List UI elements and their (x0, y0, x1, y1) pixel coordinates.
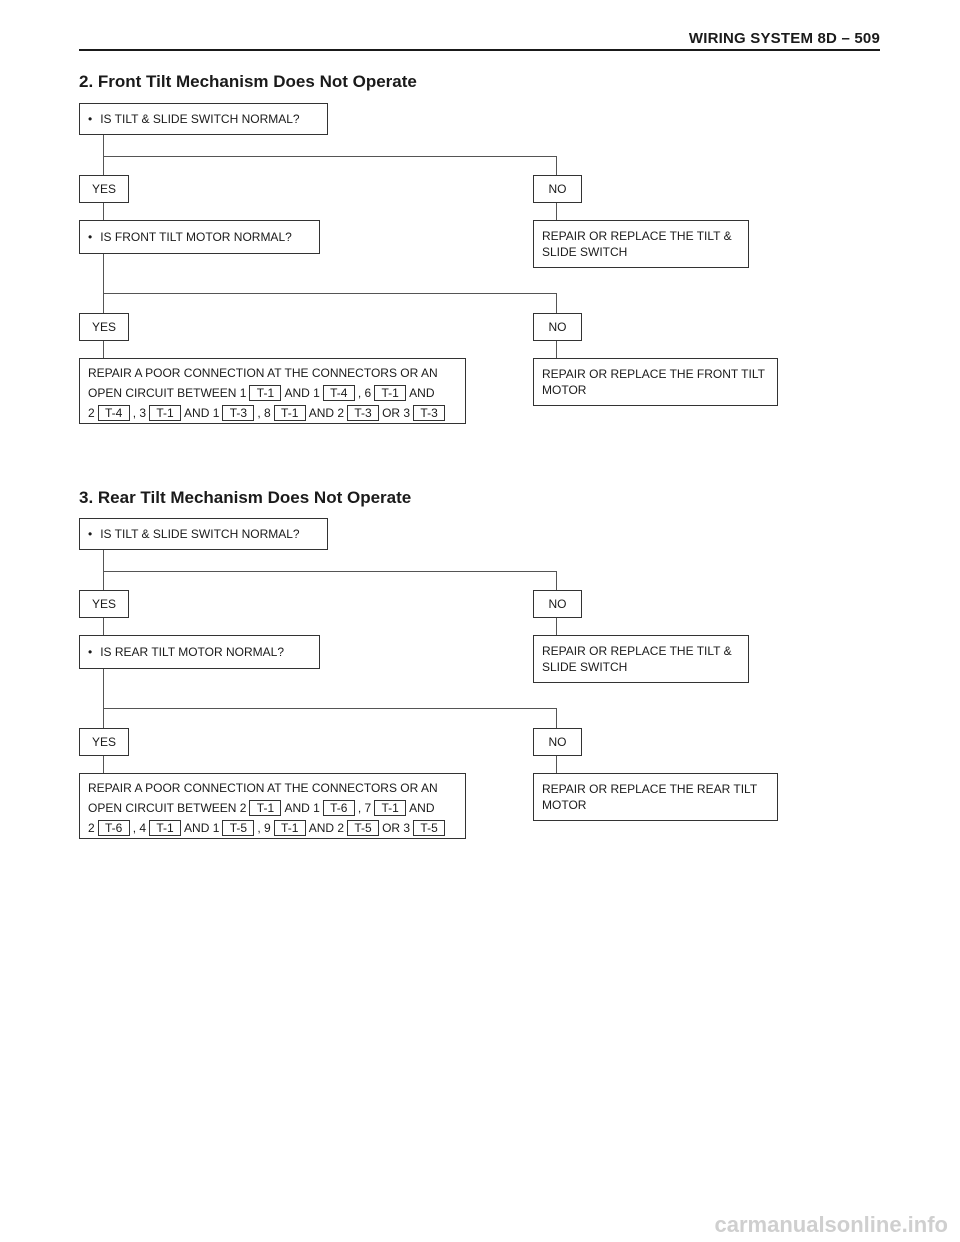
connector-line (103, 293, 557, 294)
question-text: IS TILT & SLIDE SWITCH NORMAL? (100, 527, 300, 541)
text-fragment: AND 1 (284, 801, 320, 815)
action-line-with-connectors (88, 818, 457, 838)
question-motor-normal (79, 220, 320, 254)
text-fragment: AND (409, 386, 435, 400)
connector-code: T-5 (347, 820, 379, 836)
watermark: carmanualsonline.info (714, 1212, 948, 1237)
connector-line (103, 203, 104, 220)
connector-code: T-3 (413, 405, 445, 421)
text-fragment: , 6 (357, 386, 372, 400)
action-line: SLIDE SWITCH (542, 660, 628, 674)
text-fragment: AND 1 (184, 821, 220, 835)
action-line: SLIDE SWITCH (542, 245, 628, 259)
action-line: REPAIR OR REPLACE THE TILT & (542, 229, 732, 243)
connector-line (556, 571, 557, 590)
connector-line (556, 293, 557, 313)
text-fragment: OPEN CIRCUIT BETWEEN 2 (88, 801, 247, 815)
text-fragment: AND 1 (284, 386, 320, 400)
text-fragment: AND (409, 801, 435, 815)
no-label: NO (533, 313, 582, 341)
no-label: NO (533, 590, 582, 618)
connector-code: T-6 (98, 820, 130, 836)
connector-code: T-4 (98, 405, 130, 421)
connector-line (556, 341, 557, 358)
action-line: REPAIR A POOR CONNECTION AT THE CONNECTORS OR AN (88, 781, 438, 795)
bullet-icon: • (88, 645, 93, 659)
text-fragment: , 8 (257, 406, 271, 420)
question-switch-normal (79, 103, 328, 135)
connector-code: T-5 (222, 820, 254, 836)
question-text: IS REAR TILT MOTOR NORMAL? (100, 645, 285, 659)
action-line-with-connectors (88, 403, 457, 423)
question-text: IS TILT & SLIDE SWITCH NORMAL? (100, 112, 300, 126)
connector-line (556, 156, 557, 175)
action-replace-switch (533, 220, 749, 268)
connector-code: T-1 (249, 385, 281, 401)
action-line-with-connectors (88, 383, 457, 403)
connector-line (556, 756, 557, 773)
question-text: IS FRONT TILT MOTOR NORMAL? (100, 230, 292, 244)
action-repair-connection (79, 358, 466, 424)
text-fragment: OR 3 (382, 406, 411, 420)
text-fragment: , 9 (257, 821, 271, 835)
action-repair-connection (79, 773, 466, 839)
connector-code: T-1 (374, 800, 406, 816)
connector-code: T-1 (274, 820, 306, 836)
yes-label: YES (79, 590, 129, 618)
connector-line (103, 135, 104, 175)
connector-code: T-1 (374, 385, 406, 401)
connector-line (556, 203, 557, 220)
connector-line (556, 618, 557, 635)
connector-code: T-4 (323, 385, 355, 401)
action-line-with-connectors (88, 798, 457, 818)
question-switch-normal (79, 518, 328, 550)
action-line: MOTOR (542, 383, 587, 397)
action-line: REPAIR OR REPLACE THE REAR TILT (542, 782, 758, 796)
yes-label: YES (79, 728, 129, 756)
section-title: 3. Rear Tilt Mechanism Does Not Operate (79, 488, 412, 507)
connector-line (103, 550, 104, 590)
action-line: REPAIR OR REPLACE THE TILT & (542, 644, 732, 658)
no-label: NO (533, 728, 582, 756)
bullet-icon: • (88, 527, 93, 541)
bullet-icon: • (88, 112, 93, 126)
no-label: NO (533, 175, 582, 203)
connector-code: T-1 (274, 405, 306, 421)
connector-code: T-5 (413, 820, 445, 836)
text-fragment: , 4 (132, 821, 147, 835)
connector-line (103, 669, 104, 728)
connector-line (103, 571, 557, 572)
text-fragment: AND 2 (308, 821, 345, 835)
action-line: REPAIR A POOR CONNECTION AT THE CONNECTORS OR AN (88, 366, 438, 380)
text-fragment: , 3 (132, 406, 147, 420)
yes-label: YES (79, 313, 129, 341)
text-fragment: AND 1 (184, 406, 220, 420)
text-fragment: OPEN CIRCUIT BETWEEN 1 (88, 386, 247, 400)
connector-code: T-1 (249, 800, 281, 816)
action-replace-motor (533, 358, 778, 406)
connector-line (103, 618, 104, 635)
text-fragment: 2 (88, 821, 95, 835)
action-line: MOTOR (542, 798, 587, 812)
bullet-icon: • (88, 230, 93, 244)
section-title: 2. Front Tilt Mechanism Does Not Operate (79, 72, 417, 91)
connector-line (103, 254, 104, 313)
connector-line (103, 756, 104, 773)
action-replace-motor (533, 773, 778, 821)
connector-code: T-1 (149, 405, 181, 421)
connector-code: T-3 (222, 405, 254, 421)
connector-code: T-6 (323, 800, 355, 816)
header-rule (79, 49, 880, 51)
connector-line (103, 708, 557, 709)
text-fragment: AND 2 (308, 406, 345, 420)
text-fragment: , 7 (357, 801, 372, 815)
action-line: REPAIR OR REPLACE THE FRONT TILT (542, 367, 765, 381)
question-motor-normal (79, 635, 320, 669)
connector-code: T-3 (347, 405, 379, 421)
action-replace-switch (533, 635, 749, 683)
connector-line (103, 156, 557, 157)
page-header: WIRING SYSTEM 8D – 509 (688, 30, 880, 47)
connector-code: T-1 (149, 820, 181, 836)
connector-line (103, 341, 104, 358)
yes-label: YES (79, 175, 129, 203)
text-fragment: 2 (88, 406, 95, 420)
text-fragment: OR 3 (382, 821, 411, 835)
connector-line (556, 708, 557, 728)
